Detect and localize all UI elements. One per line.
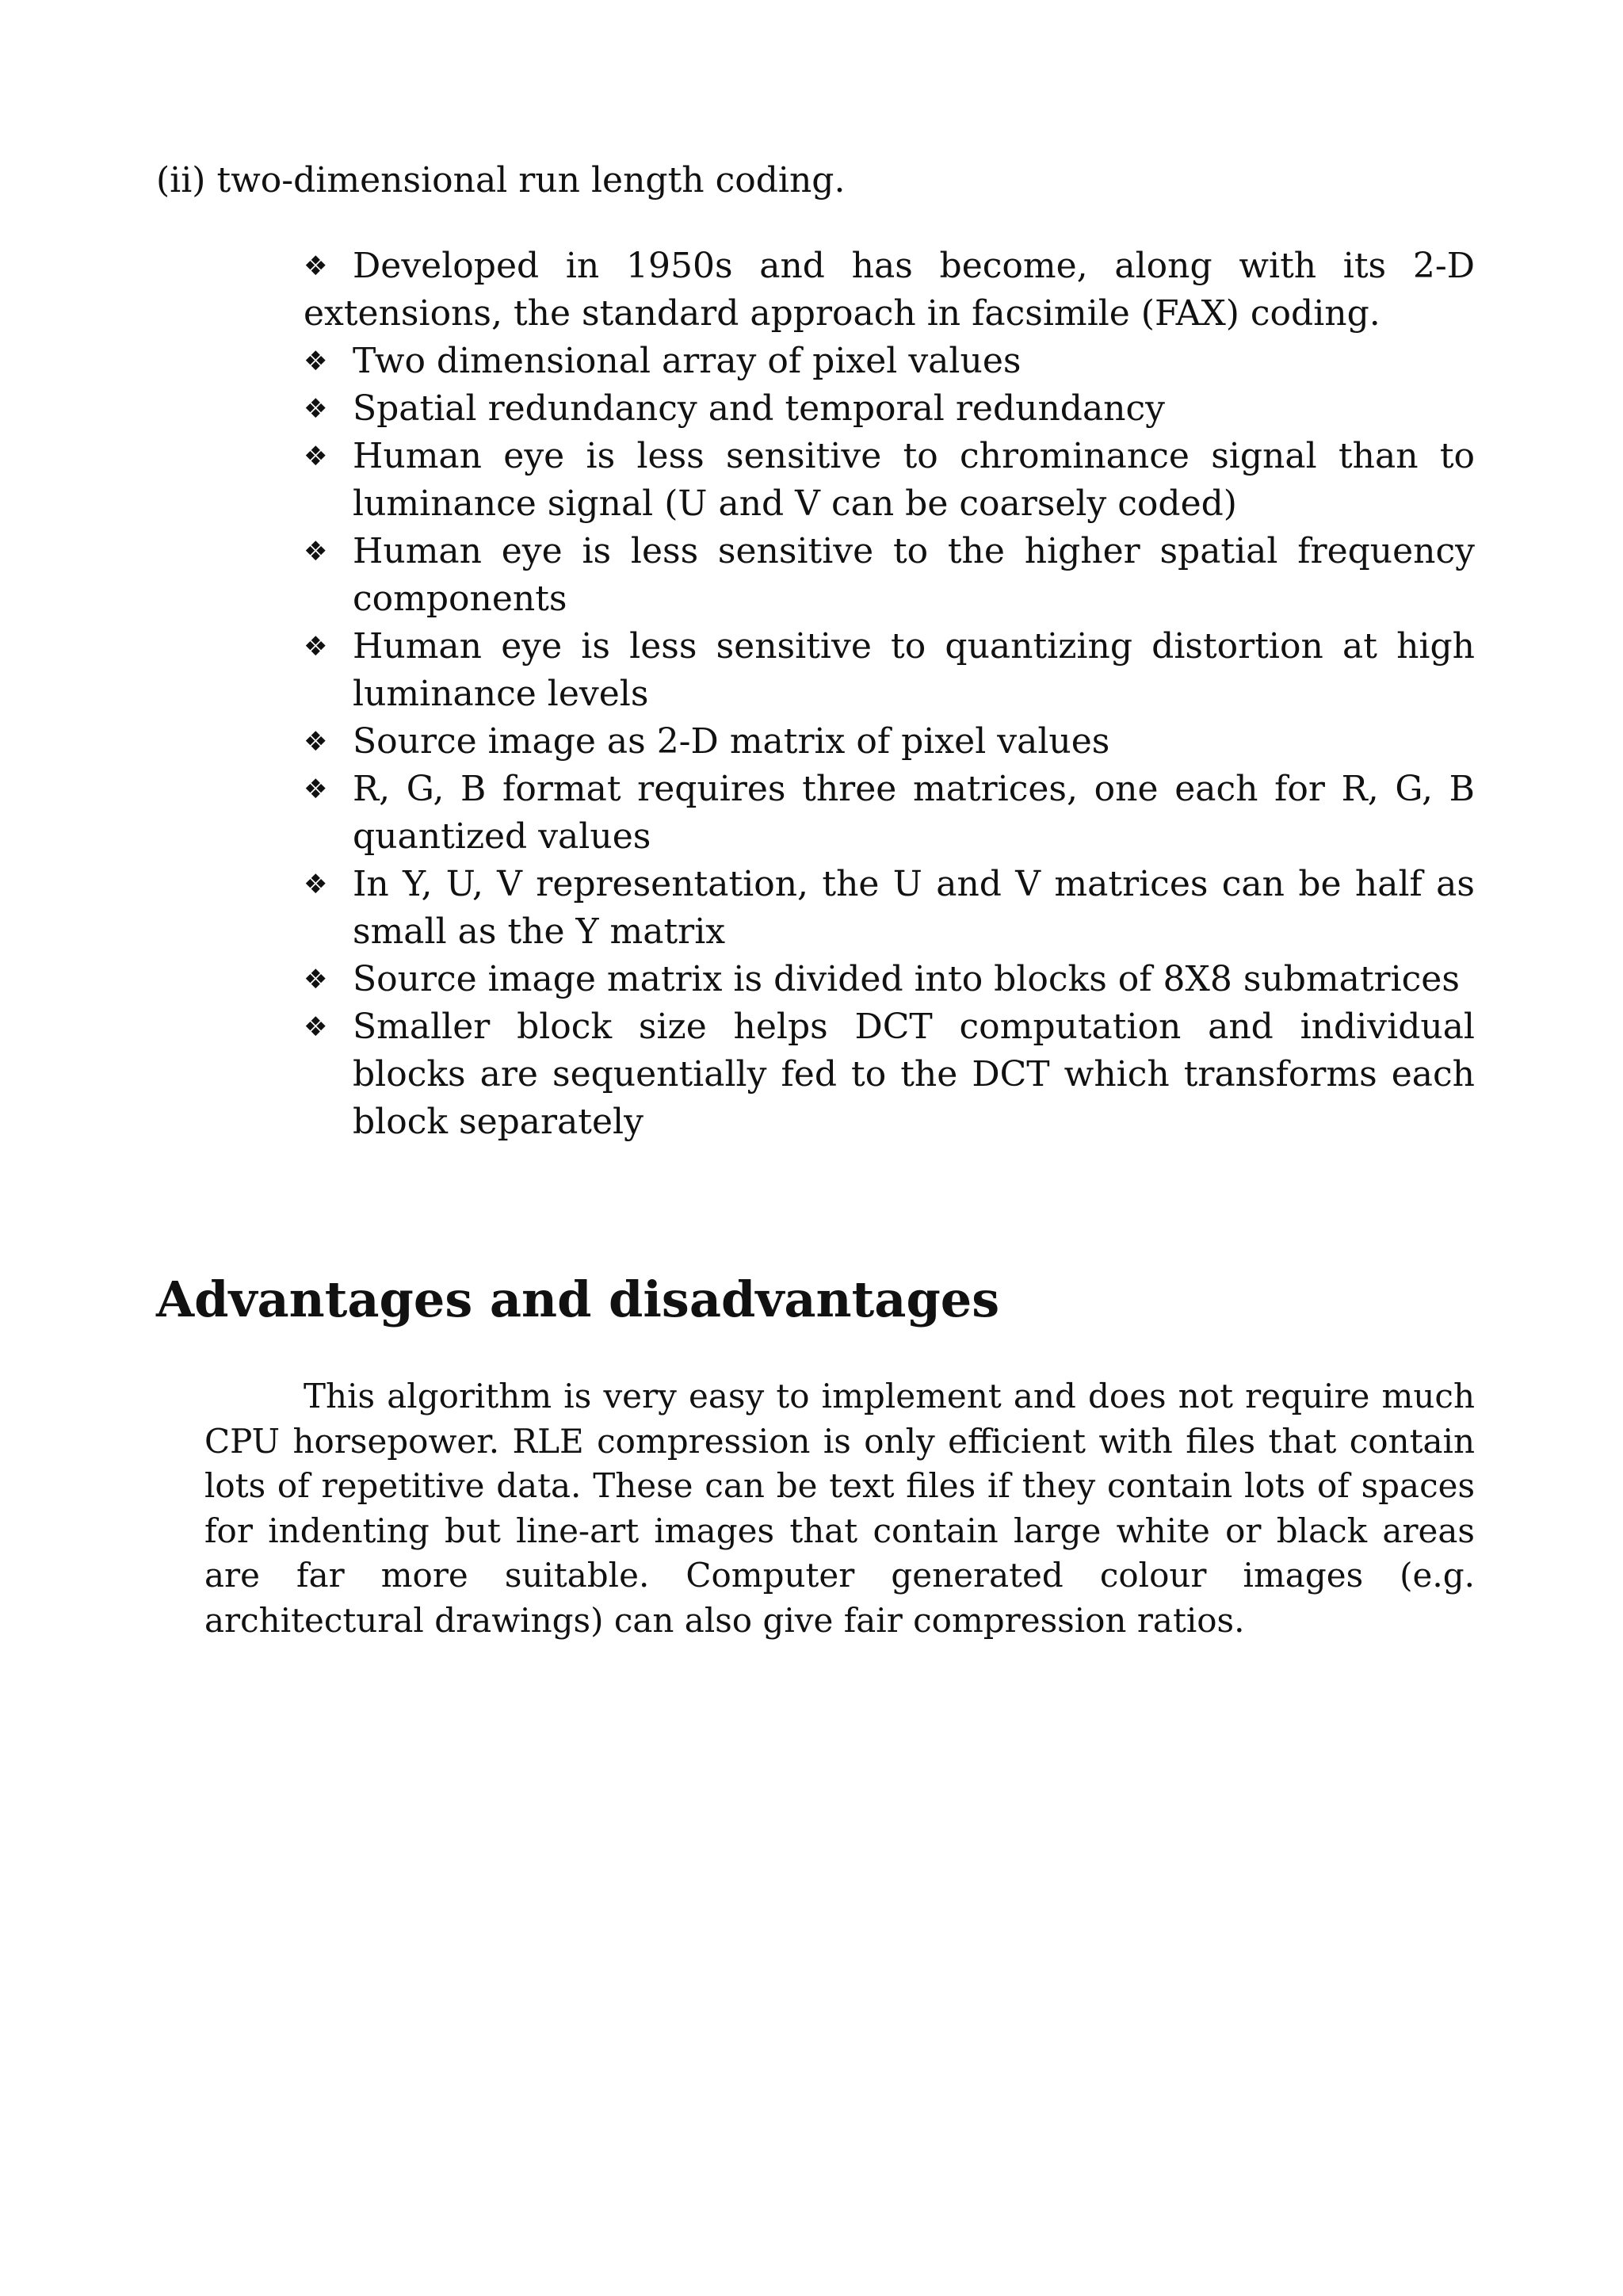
list-item: [304, 956, 1475, 1003]
list-item: [304, 528, 1475, 623]
bullet-list: [304, 243, 1475, 1146]
list-item: [304, 433, 1475, 528]
bullet-text: R, G, B format requires three matrices, one each for R, G, B quantized values: [353, 769, 1475, 857]
bullet-text: Smaller block size helps DCT computation and individual blocks are sequentially fed to the DCT which transforms each block separately: [353, 1007, 1475, 1142]
section-heading: Advantages and disadvantages: [156, 1270, 1000, 1328]
list-item: [304, 861, 1475, 956]
bullet-icon: ❖: [304, 869, 328, 900]
bullet-text: Source image matrix is divided into blocks of 8X8 submatrices: [353, 959, 1460, 999]
bullet-text: Human eye is less sensitive to the higher spatial frequency components: [353, 531, 1475, 619]
bullet-icon: ❖: [304, 441, 328, 472]
bullet-text: Two dimensional array of pixel values: [353, 341, 1022, 381]
bullet-icon: ❖: [304, 726, 328, 758]
body-paragraph: This algorithm is very easy to implement and does not require much CPU horsepower. RLE compression is only efficient with files that contain lots of repetitive data. These can be text files if they contain lots of spaces for indenting but line-art images that contain large white or black areas are far more suitable. Computer generated colour images (e.g. architectural drawings) can also give fair compression ratios.: [204, 1377, 1475, 1640]
bullet-text: Source image as 2-D matrix of pixel values: [353, 721, 1110, 762]
list-item: [304, 385, 1475, 433]
bullet-text: Spatial redundancy and temporal redundancy: [353, 388, 1166, 429]
bullet-icon: ❖: [304, 1011, 328, 1043]
list-item: [304, 1003, 1475, 1146]
bullet-text: Developed in 1950s and has become, along with its 2-D extensions, the standard approach in facsimile (FAX) coding.: [304, 246, 1475, 334]
bullet-icon: ❖: [304, 393, 328, 425]
bullet-text: Human eye is less sensitive to quantizing distortion at high luminance levels: [353, 626, 1475, 714]
list-item: [304, 243, 1475, 338]
bullet-icon: ❖: [304, 774, 328, 805]
bullet-icon: ❖: [304, 631, 328, 663]
bullet-icon: ❖: [304, 250, 328, 282]
intro-line: (ii) two-dimensional run length coding.: [156, 160, 846, 201]
list-item: [304, 623, 1475, 718]
list-item: [304, 766, 1475, 861]
bullet-icon: ❖: [304, 346, 328, 377]
bullet-icon: ❖: [304, 536, 328, 567]
list-item: [304, 338, 1475, 385]
bullet-text: In Y, U, V representation, the U and V matrices can be half as small as the Y matrix: [353, 864, 1475, 952]
list-item: [304, 718, 1475, 766]
bullet-icon: ❖: [304, 964, 328, 995]
bullet-text: Human eye is less sensitive to chrominance signal than to luminance signal (U and V can be coarsely coded): [353, 436, 1475, 524]
